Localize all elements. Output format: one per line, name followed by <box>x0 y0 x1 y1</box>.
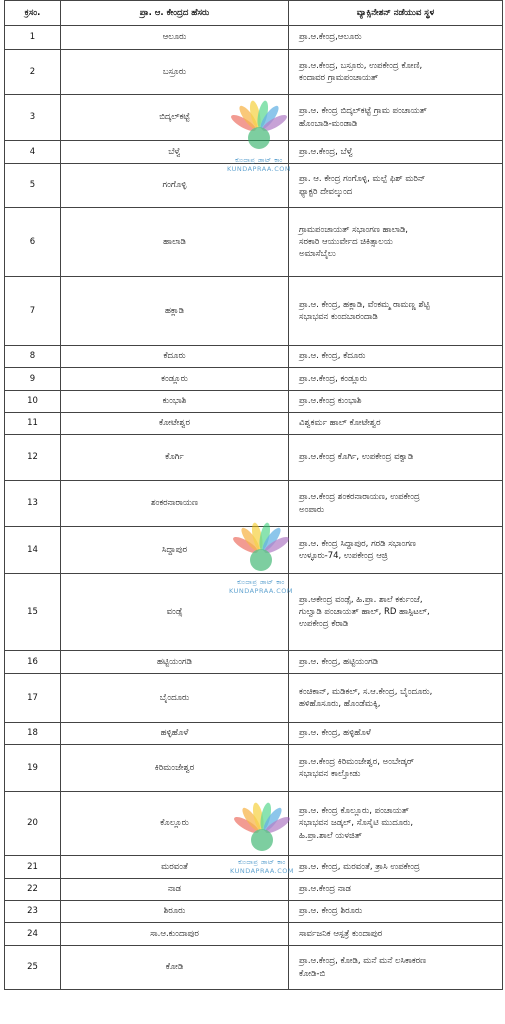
table-row <box>5 674 503 723</box>
location-line: ಪ್ರಾ.ಆ.ಕೇಂದ್ರ, ಬಸ್ರೂರು, ಉಪಕೇಂದ್ರ ಕೋಣಿ, <box>299 60 423 71</box>
table-row <box>5 50 503 95</box>
vaccination-location <box>289 391 503 413</box>
vaccination-location <box>289 527 503 574</box>
serial-number: 13 <box>5 481 61 527</box>
location-line: ಪ್ರಾ.ಆಕೇಂದ್ರ ವಂಡ್ಸೆ, ಹಿ.ಪ್ರಾ. ಶಾಲೆ ಕರ್ಕುಂಜೆ, <box>299 594 423 605</box>
watermark-site: KUNDAPRAA.COM <box>228 587 293 595</box>
serial-number: 23 <box>5 901 61 923</box>
centre-name: ಶಿರೂರು <box>61 901 289 923</box>
vaccination-location <box>289 277 503 346</box>
location-line: ಪ್ರಾ.ಆ. ಕೇಂದ್ರ ಶಿರೂರು <box>299 906 363 917</box>
serial-number: 19 <box>5 745 61 792</box>
table-row <box>5 527 503 574</box>
vaccination-location <box>289 574 503 651</box>
location-line: ಪ್ರಾ.ಆ. ಕೇಂದ್ರ, ಕೆದೂರು <box>299 351 366 362</box>
location-line: ಸಭಾಭವನ ಜಡ್ಕಲ್, ಸೊಸೈಟಿ ಮುದೂರು, <box>299 818 414 829</box>
serial-number: 20 <box>5 792 61 856</box>
centre-name: ಬೆಳ್ವೆ <box>61 141 289 164</box>
location-line: ಪ್ರಾ.ಆ.ಕೇಂದ್ರ ಕಿರಿಮಂಜೇಶ್ವರ, ಅಂಬೇಡ್ಕರ್ <box>299 756 415 767</box>
vaccination-location <box>289 879 503 901</box>
table-row <box>5 574 503 651</box>
serial-number: 12 <box>5 435 61 481</box>
vaccination-location <box>289 368 503 391</box>
centre-name: ನಾಡ <box>61 879 289 901</box>
serial-number: 3 <box>5 95 61 141</box>
serial-number: 10 <box>5 391 61 413</box>
location-line: ಗ್ರಾಮಪಂಚಾಯತ್ ಸಭಾಂಗಣ ಹಾಲಾಡಿ, <box>299 224 409 235</box>
location-line: ಕಂಚಿಕಾನ್, ಮಡಿಕಲ್, ಸ.ಆ.ಕೇಂದ್ರ, ಬೈಂದೂರು, <box>299 686 433 697</box>
location-line: ಪ್ರಾ.ಆ.ಕೇಂದ್ರ ನಾಡ <box>299 884 351 895</box>
table-row <box>5 901 503 923</box>
vaccination-location <box>289 723 503 745</box>
location-line: ಅಂಪಾರು <box>299 504 325 515</box>
table-row <box>5 856 503 879</box>
centre-name: ಕೊಲ್ಲೂರು <box>61 792 289 856</box>
serial-number: 21 <box>5 856 61 879</box>
table-row <box>5 651 503 674</box>
centre-name: ಮರವಂತೆ <box>61 856 289 879</box>
table-row <box>5 946 503 990</box>
vaccination-location <box>289 435 503 481</box>
vaccination-location <box>289 946 503 990</box>
table-row <box>5 391 503 413</box>
centre-name: ಬಿದ್ಕಲ್‌ಕಟ್ಟೆ <box>61 95 289 141</box>
centre-name: ಕೆದೂರು <box>61 346 289 368</box>
table-row <box>5 164 503 208</box>
header-serial: ಕ್ರಸಂ. <box>5 1 61 26</box>
serial-number: 4 <box>5 141 61 164</box>
serial-number: 11 <box>5 413 61 435</box>
vaccination-location <box>289 674 503 723</box>
vaccination-location <box>289 856 503 879</box>
table-row <box>5 95 503 141</box>
serial-number: 22 <box>5 879 61 901</box>
table-row <box>5 141 503 164</box>
serial-number: 14 <box>5 527 61 574</box>
location-line: ಫ್ಯಾಕ್ಟರಿ ದೇವಲ್ಕುಂದ <box>299 186 353 197</box>
centre-name: ಬಸ್ರೂರು <box>61 50 289 95</box>
centre-name: ಹಕ್ಲಾಡಿ <box>61 277 289 346</box>
location-line: ಪ್ರಾ.ಆ. ಕೇಂದ್ರ ಬಿದ್ಕಲ್‌ಕಟ್ಟೆ ಗ್ರಾಮ ಪಂಚಾಯತ್ <box>299 106 427 117</box>
vaccination-location <box>289 901 503 923</box>
location-line: ಹಳಿಹೊಸೂರು, ಹೊಂಡೆಮಕ್ಕಿ, <box>299 699 381 709</box>
location-line: ಉಪಕೇಂದ್ರ ಕೆರಾಡಿ <box>299 619 349 630</box>
location-line: ಪ್ರಾ. ಆ. ಕೇಂದ್ರ ಗಂಗೊಳ್ಳಿ, ಮಲ್ಪೆ ಫಿಶ್ ಮರಿನ್ <box>299 174 426 185</box>
centre-name: ಸಾ.ಆ.ಕುಂದಾಪುರ <box>61 923 289 946</box>
location-line: ಪ್ರಾ.ಆ.ಕೇಂದ್ರ,ಆಲೂರು <box>299 32 362 43</box>
location-line: ವಿಶ್ವಕರ್ಮ ಹಾಲ್ ಕೋಟೇಶ್ವರ <box>299 418 381 429</box>
table-body <box>5 26 503 990</box>
serial-number: 5 <box>5 164 61 208</box>
watermark-tagline: ಕುಂದಾಪ್ರ ಡಾಟ್ ಕಾಂ <box>238 858 286 866</box>
table-row <box>5 26 503 50</box>
vaccination-location <box>289 481 503 527</box>
vaccination-location <box>289 651 503 674</box>
location-line: ಹಿ.ಪ್ರಾ.ಶಾಲೆ ಯಳಜಿತ್ <box>299 830 362 841</box>
vaccination-location <box>289 745 503 792</box>
centre-name: ಕಿರಿಮಂಜೇಶ್ವರ <box>61 745 289 792</box>
location-line: ಉಳ್ಳೂರು-74, ಉಪಕೇಂದ್ರ ಆಜ್ರಿ <box>299 551 388 561</box>
location-line: ಪ್ರಾ.ಆ. ಕೇಂದ್ರ, ಹಟ್ಟಿಯಂಗಡಿ <box>299 656 379 667</box>
table-row <box>5 368 503 391</box>
header-location: ವ್ಯಾಕ್ಸಿನೇಶನ್ ನಡೆಯುವ ಸ್ಥಳ <box>289 1 503 26</box>
table-row <box>5 723 503 745</box>
location-line: ಪ್ರಾ.ಆ. ಕೇಂದ್ರ, ಹಳ್ಳಿಹೊಳೆ <box>299 728 371 739</box>
location-line: ಅಮಾಸೆಬೈಲು <box>299 249 336 260</box>
vaccination-location <box>289 164 503 208</box>
location-line: ಪ್ರಾ.ಆ. ಕೇಂದ್ರ ಸಿದ್ದಾಪುರ, ಗರಡಿ ಸಭಾಂಗಣ <box>299 538 416 549</box>
serial-number: 18 <box>5 723 61 745</box>
centre-name: ಗಂಗೊಳ್ಳಿ <box>61 164 289 208</box>
centre-name: ಹಾಲಾಡಿ <box>61 208 289 277</box>
table-row <box>5 792 503 856</box>
watermark-site: KUNDAPRAA.COM <box>226 165 291 173</box>
watermark-tagline: ಕುಂದಾಪ್ರ ಡಾಟ್ ಕಾಂ <box>237 578 285 586</box>
watermark-site: KUNDAPRAA.COM <box>229 867 294 875</box>
location-line: ಪ್ರಾ.ಆ.ಕೇಂದ್ರ, ಕಂಡ್ಲೂರು <box>299 373 368 384</box>
serial-number: 9 <box>5 368 61 391</box>
location-line: ಕಂದಾವರ ಗ್ರಾಮಪಂಚಾಯತ್ <box>299 73 379 83</box>
table-row <box>5 413 503 435</box>
location-line: ಸರಕಾರಿ ಆಯುರ್ವೇದ ಚಿಕಿತ್ಸಾಲಯ <box>299 236 393 247</box>
location-line: ಪ್ರಾ.ಆ.ಕೇಂದ್ರ ಕೊರ್ಗಿ, ಉಪಕೇಂದ್ರ ವಕ್ವಾಡಿ <box>299 452 414 463</box>
table-row <box>5 435 503 481</box>
location-line: ಸಭಾಭವನ ಕಾಲ್ತೋಡು <box>299 769 361 779</box>
centre-name: ಸಿದ್ದಾಪುರ <box>61 527 289 574</box>
location-line: ಸಾರ್ವಜನಿಕ ಆಸ್ಪತ್ರೆ ಕುಂದಾಪುರ <box>299 928 383 939</box>
centre-name: ಶಂಕರನಾರಾಯಣ <box>61 481 289 527</box>
serial-number: 7 <box>5 277 61 346</box>
watermark-tagline: ಕುಂದಾಪ್ರ ಡಾಟ್ ಕಾಂ <box>235 156 283 164</box>
table-row <box>5 481 503 527</box>
table-row <box>5 208 503 277</box>
serial-number: 15 <box>5 574 61 651</box>
serial-number: 24 <box>5 923 61 946</box>
centre-name: ಹಳ್ಳಿಹೊಳೆ <box>61 723 289 745</box>
location-line: ಗುಲ್ವಾಡಿ ಪಂಚಾಯತ್ ಹಾಲ್, RD ಹಾಸ್ಪಿಟಲ್, <box>299 606 430 617</box>
table-row <box>5 879 503 901</box>
vaccination-location <box>289 141 503 164</box>
vaccination-location <box>289 26 503 50</box>
vaccination-location <box>289 413 503 435</box>
serial-number: 25 <box>5 946 61 990</box>
header-row <box>5 1 503 26</box>
serial-number: 17 <box>5 674 61 723</box>
vaccination-location <box>289 792 503 856</box>
vaccination-location <box>289 50 503 95</box>
serial-number: 1 <box>5 26 61 50</box>
location-line: ಪ್ರಾ.ಆ.ಕೇಂದ್ರ, ಕೋಡಿ, ಮನೆ ಮನೆ ಲಸಿಕಾಕರಣ <box>299 956 427 967</box>
location-line: ಸಭಾಭವನ ಕುಂದಬಾರಂದಾಡಿ <box>299 312 378 322</box>
location-line: ಪ್ರಾ.ಆ. ಕೇಂದ್ರ, ಮರವಂತೆ, ತ್ರಾಸಿ ಉಪಕೇಂದ್ರ <box>299 861 420 872</box>
serial-number: 6 <box>5 208 61 277</box>
centre-name: ಕೋಡಿ <box>61 946 289 990</box>
centre-name: ಹಟ್ಟಿಯಂಗಡಿ <box>61 651 289 674</box>
centre-name: ಕಂಡ್ಲೂರು <box>61 368 289 391</box>
table-row <box>5 277 503 346</box>
centre-name: ಕೊರ್ಗಿ <box>61 435 289 481</box>
centre-name: ಬೈಂದೂರು <box>61 674 289 723</box>
location-line: ಹೊಂಬಾಡಿ-ಮಂಡಾಡಿ <box>299 118 358 129</box>
vaccination-table <box>4 0 503 990</box>
centre-name: ಆಲೂರು <box>61 26 289 50</box>
centre-name: ವಂಡ್ಸೆ <box>61 574 289 651</box>
header-centre: ಪ್ರಾ. ಆ. ಕೇಂದ್ರದ ಹೆಸರು <box>61 1 289 26</box>
table-row <box>5 745 503 792</box>
location-line: ಪ್ರಾ.ಆ. ಕೇಂದ್ರ ಕೊಲ್ಲೂರು, ಪಂಚಾಯತ್ <box>299 806 410 817</box>
location-line: ಪ್ರಾ.ಆ.ಕೇಂದ್ರ ಶಂಕರನಾರಾಯಣ, ಉಪಕೇಂದ್ರ <box>299 492 420 503</box>
vaccination-location <box>289 95 503 141</box>
location-line: ಕೋಡಿ-ಬಿ <box>299 968 326 979</box>
table-row <box>5 346 503 368</box>
location-line: ಪ್ರಾ.ಆ.ಕೇಂದ್ರ, ಬೆಳ್ವೆ <box>299 146 354 157</box>
vaccination-location <box>289 923 503 946</box>
serial-number: 8 <box>5 346 61 368</box>
serial-number: 2 <box>5 50 61 95</box>
centre-name: ಕೋಟೇಶ್ವರ <box>61 413 289 435</box>
location-line: ಪ್ರಾ.ಆ.ಕೇಂದ್ರ ಕುಂಭಾಶಿ <box>299 396 362 407</box>
centre-name: ಕುಂಭಾಶಿ <box>61 391 289 413</box>
table-row <box>5 923 503 946</box>
vaccination-location <box>289 346 503 368</box>
location-line: ಪ್ರಾ.ಆ. ಕೇಂದ್ರ, ಹಕ್ಲಾಡಿ, ವೆಂಕಮ್ಮ ರಾಮಣ್ಣ ಶೆಟ್ಟಿ <box>299 299 430 310</box>
serial-number: 16 <box>5 651 61 674</box>
vaccination-location <box>289 208 503 277</box>
